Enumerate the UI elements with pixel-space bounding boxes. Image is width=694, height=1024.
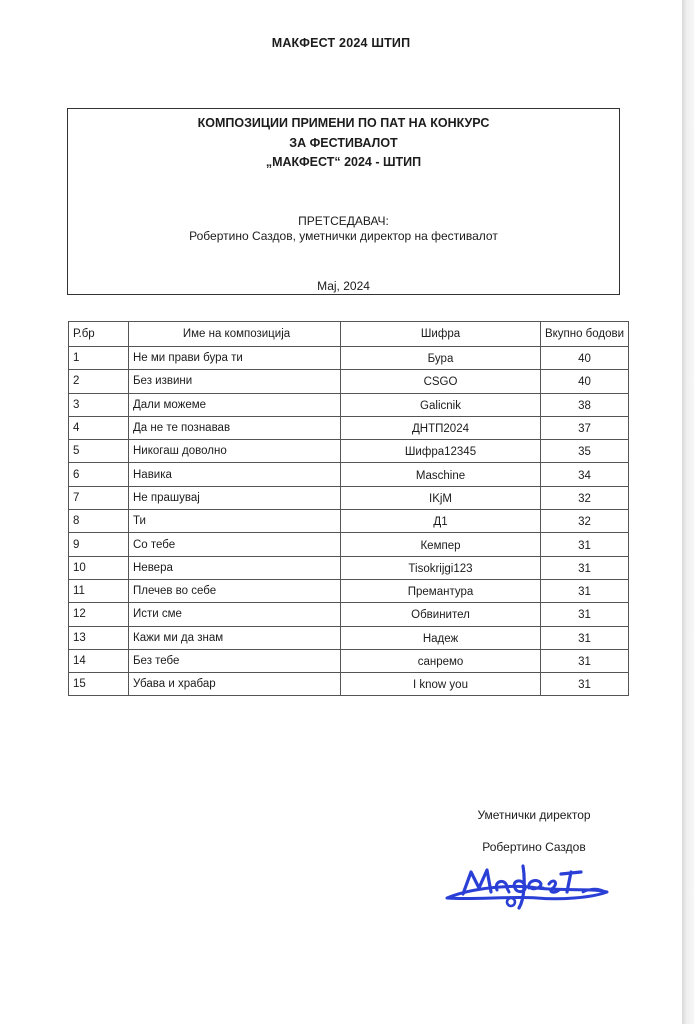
cell-name: Не прашувај	[129, 486, 341, 509]
document-date: Мај, 2024	[317, 279, 370, 293]
cell-name: Невера	[129, 556, 341, 579]
table-row	[69, 486, 629, 509]
cell-code: Д1	[341, 510, 541, 533]
cell-code: Обвинител	[341, 603, 541, 626]
cell-name: Убава и храбар	[129, 673, 341, 696]
cell-points: 31	[541, 649, 629, 672]
cell-code: Премантура	[341, 579, 541, 602]
table-header-row	[69, 322, 629, 347]
cell-code: IKjM	[341, 486, 541, 509]
cell-name: Исти сме	[129, 603, 341, 626]
cell-num: 5	[69, 440, 129, 463]
table-row	[69, 416, 629, 439]
cell-num: 4	[69, 416, 129, 439]
title-box	[67, 108, 620, 295]
header-code: Шифра	[341, 322, 541, 347]
title-line: ЗА ФЕСТИВАЛОТ	[289, 135, 398, 150]
cell-code: Бура	[341, 347, 541, 370]
table-row	[69, 393, 629, 416]
cell-code: Кемпер	[341, 533, 541, 556]
title-block	[68, 114, 619, 173]
table-row	[69, 370, 629, 393]
cell-num: 11	[69, 579, 129, 602]
cell-name: Без тебе	[129, 649, 341, 672]
cell-num: 3	[69, 393, 129, 416]
table-row	[69, 556, 629, 579]
cell-name: Никогаш доволно	[129, 440, 341, 463]
cell-num: 12	[69, 603, 129, 626]
cell-points: 31	[541, 626, 629, 649]
cell-name: Дали можеме	[129, 393, 341, 416]
cell-name: Без извини	[129, 370, 341, 393]
cell-name: Ти	[129, 510, 341, 533]
cell-name: Не ми прави бура ти	[129, 347, 341, 370]
document-header: МАКФЕСТ 2024 ШТИП	[271, 36, 411, 50]
cell-code: Надеж	[341, 626, 541, 649]
cell-points: 32	[541, 510, 629, 533]
chair-name: Робертино Саздов, уметнички директор на фестивалот	[189, 229, 498, 243]
cell-num: 2	[69, 370, 129, 393]
header-points: Вкупно бодови	[541, 322, 629, 347]
cell-points: 31	[541, 556, 629, 579]
cell-points: 34	[541, 463, 629, 486]
cell-code: санремо	[341, 649, 541, 672]
cell-code: CSGO	[341, 370, 541, 393]
cell-code: Шифра12345	[341, 440, 541, 463]
cell-num: 6	[69, 463, 129, 486]
table-row	[69, 603, 629, 626]
page-edge-shadow	[682, 0, 694, 1024]
table-row	[69, 579, 629, 602]
table-row	[69, 440, 629, 463]
header-num: Р.бр	[69, 322, 129, 347]
cell-num: 8	[69, 510, 129, 533]
signature-name: Робертино Саздов	[482, 840, 586, 854]
cell-name: Да не те познавав	[129, 416, 341, 439]
cell-points: 40	[541, 370, 629, 393]
table-row	[69, 463, 629, 486]
cell-points: 31	[541, 603, 629, 626]
table-row	[69, 673, 629, 696]
cell-points: 37	[541, 416, 629, 439]
cell-name: Навика	[129, 463, 341, 486]
cell-name: Плечев во себе	[129, 579, 341, 602]
cell-num: 10	[69, 556, 129, 579]
cell-num: 13	[69, 626, 129, 649]
cell-name: Кажи ми да знам	[129, 626, 341, 649]
cell-points: 35	[541, 440, 629, 463]
header-name: Име на композиција	[129, 322, 341, 347]
table-row	[69, 510, 629, 533]
signature-role: Уметнички директор	[477, 808, 591, 822]
cell-num: 15	[69, 673, 129, 696]
cell-points: 31	[541, 673, 629, 696]
cell-points: 40	[541, 347, 629, 370]
cell-num: 1	[69, 347, 129, 370]
results-table	[68, 321, 629, 696]
title-line: КОМПОЗИЦИИ ПРИМЕНИ ПО ПАТ НА КОНКУРС	[197, 116, 490, 130]
cell-points: 38	[541, 393, 629, 416]
cell-num: 7	[69, 486, 129, 509]
title-line: „МАКФЕСТ“ 2024 - ШТИП	[265, 155, 422, 169]
table-row	[69, 626, 629, 649]
cell-name: Со тебе	[129, 533, 341, 556]
cell-points: 32	[541, 486, 629, 509]
table-row	[69, 533, 629, 556]
cell-code: Galicnik	[341, 393, 541, 416]
cell-num: 14	[69, 649, 129, 672]
cell-code: Maschine	[341, 463, 541, 486]
cell-code: ДНТП2024	[341, 416, 541, 439]
chair-block	[68, 214, 619, 244]
cell-points: 31	[541, 533, 629, 556]
makfest-logo	[441, 858, 611, 912]
table-row	[69, 649, 629, 672]
cell-code: I know you	[341, 673, 541, 696]
cell-num: 9	[69, 533, 129, 556]
table-row	[69, 347, 629, 370]
cell-points: 31	[541, 579, 629, 602]
cell-code: Tisokrijgi123	[341, 556, 541, 579]
chair-label: ПРЕТСЕДАВАЧ:	[298, 214, 389, 228]
